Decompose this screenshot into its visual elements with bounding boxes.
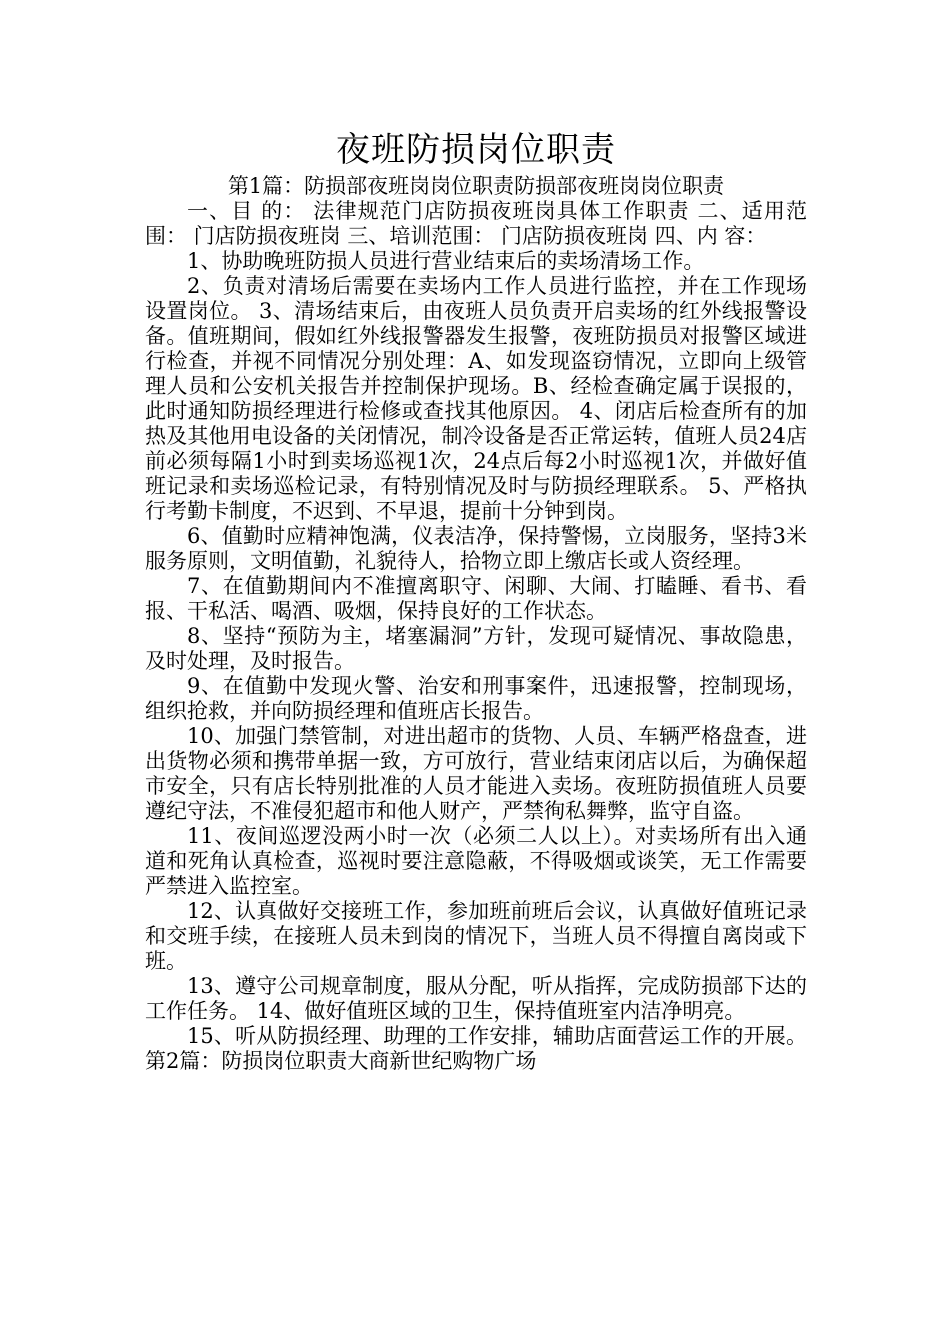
- document-page: [145, 128, 807, 1074]
- paragraph: 2、负责对清场后需要在卖场内工作人员进行监控，并在工作现场设置岗位。 3、清场结束后，由夜班人员负责开启卖场的红外线报警设备。值班期间，假如红外线报警器发生报警，夜班防损员对报警区域进行检查，并视不同情况分别处理：A、如发现盗窃情况，立即向上级管理人员和公安机关报告并控制保护现场。B、经检查确定属于误报的，此时通知防损经理进行检修或查找其他原因。 4、闭店后检查所有的加热及其他用电设备的关闭情况，制冷设备是否正常运转，值班人员24店前必须每隔1小时到卖场巡视1次，24点后每2小时巡视1次，并做好值班记录和卖场巡检记录，有特别情况及时与防损经理联系。 5、严格执行考勤卡制度，不迟到、不早退，提前十分钟到岗。: [145, 274, 807, 523]
- paragraph: 10、加强门禁管制，对进出超市的货物、人员、车辆严格盘查，进出货物必须和携带单据一致，方可放行，营业结束闭店以后，为确保超市安全，只有店长特别批准的人员才能进入卖场。夜班防损值班人员要遵纪守法，不准侵犯超市和他人财产，严禁徇私舞弊，监守自盗。: [145, 724, 807, 823]
- paragraph: 1、协助晚班防损人员进行营业结束后的卖场清场工作。: [187, 249, 705, 273]
- document-title: 夜班防损岗位职责: [336, 130, 616, 170]
- paragraph: 13、遵守公司规章制度，服从分配，听从指挥，完成防损部下达的工作任务。 14、做好值班区域的卫生，保持值班室内洁净明亮。: [145, 974, 807, 1023]
- paragraph: 6、值勤时应精神饱满，仪表洁净，保持警惕，立岗服务，坚持3米服务原则，文明值勤，礼貌待人，拾物立即上缴店长或人资经理。: [145, 524, 807, 573]
- paragraph: 8、坚持“预防为主，堵塞漏洞”方针，发现可疑情况、事故隐患，及时处理，及时报告。: [145, 624, 807, 673]
- document-subtitle: 第1篇：防损部夜班岗岗位职责防损部夜班岗岗位职责: [227, 174, 725, 198]
- paragraph: 15、听从防损经理、助理的工作安排，辅助店面营运工作的开展。第2篇：防损岗位职责大商新世纪购物广场: [145, 1024, 807, 1073]
- paragraph: 一、目 的： 法律规范门店防损夜班岗具体工作职责 二、适用范围： 门店防损夜班岗 三、培训范围： 门店防损夜班岗 四、内 容：: [145, 199, 807, 248]
- paragraph: 7、在值勤期间内不准擅离职守、闲聊、大闹、打瞌睡、看书、看报、干私活、喝酒、吸烟，保持良好的工作状态。: [145, 574, 807, 623]
- paragraph: 9、在值勤中发现火警、治安和刑事案件，迅速报警，控制现场，组织抢救，并向防损经理和值班店长报告。: [145, 674, 807, 723]
- paragraph: 11、夜间巡逻没两小时一次（必须二人以上）。对卖场所有出入通道和死角认真检查，巡视时要注意隐蔽，不得吸烟或谈笑，无工作需要严禁进入监控室。: [145, 824, 807, 898]
- paragraph: 12、认真做好交接班工作，参加班前班后会议，认真做好值班记录和交班手续，在接班人员未到岗的情况下，当班人员不得擅自离岗或下班。: [145, 899, 807, 973]
